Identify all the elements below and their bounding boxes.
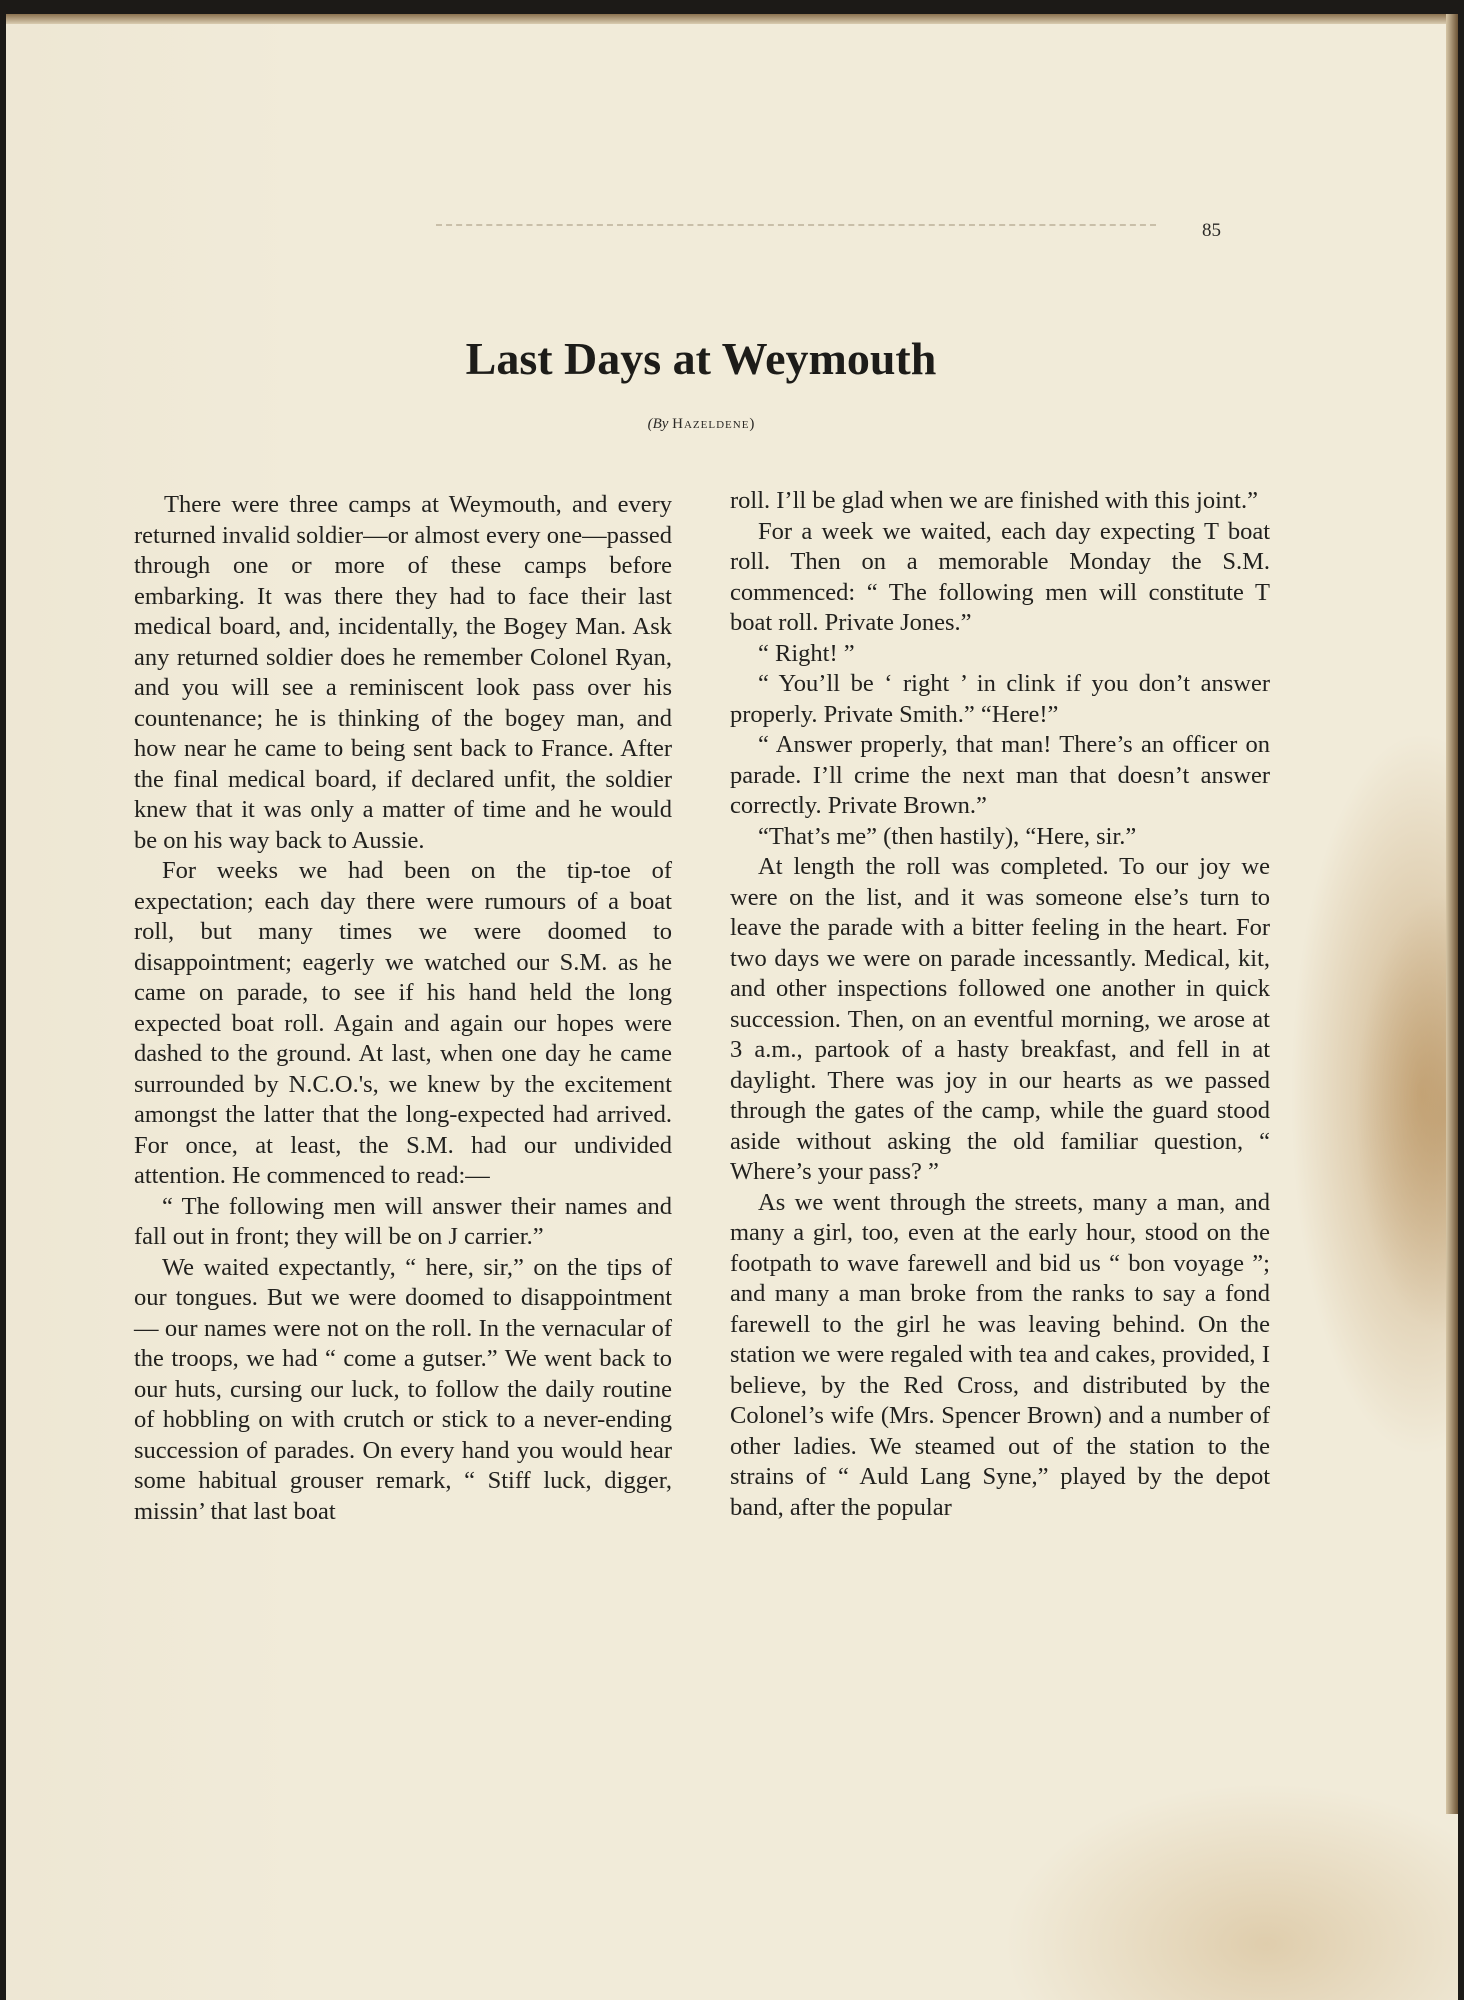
article-title: Last Days at Weymouth: [465, 333, 937, 384]
paragraph: “ Right! ”: [758, 639, 855, 667]
paragraph: “That’s me” (then hastily), “Here, sir.”: [758, 822, 1137, 850]
paragraph: As we went through the streets, many a man, and many a girl, too, even at the early hour, stood on the footpath to wave farewell and bid us “ bon voyage ”; and many a man broke from the ranks to say a fond farewell to the girl he was leaving behind. On the station we were regaled with tea and cakes, provided, I believe, by the Red Cross, and distributed by the Colonel’s wife (Mrs. Spencer Brown) and a number of other ladies. We steamed out of the station to the strains of “ Auld Lang Syne,” played by the depot band, after the popular: [730, 1188, 1270, 1521]
book-page: [6, 14, 1458, 2000]
header-rule: [436, 224, 1156, 226]
paragraph: At length the roll was completed. To our joy we were on the list, and it was someone else’s turn to leave the parade with a bitter feeling in the heart. For two days we were on parade incessantly. Medical, kit, and other inspections followed one another in quick succession. Then, on an eventful morning, we arose at 3 a.m., partook of a hasty breakfast, and fell in at daylight. There was joy in our hearts as we passed through the gates of the camp, while the guard stood aside without asking the old familiar question, “ Where’s your pass? ”: [730, 853, 1270, 1185]
right-column: [730, 486, 1270, 1523]
paragraph: For a week we waited, each day expecting T boat roll. Then on a memorable Monday the S.M. commenced: “ The following men will constitute T boat roll. Private Jones.”: [730, 517, 1270, 636]
page-top-edge: [6, 14, 1458, 24]
page-number: 85: [1202, 220, 1221, 241]
page-right-edge: [1446, 14, 1458, 1814]
paragraph: For weeks we had been on the tip-toe of expectation; each day there were rumours of a boat roll, but many times we were doomed to disappointment; eagerly we watched our S.M. as he came on parade, to see if his hand held the long expected boat roll. Again and again our hopes were dashed to the ground. At last, when one day he came surrounded by N.C.O.'s, we knew by the excitement amongst the latter that the long-expected had arrived. For once, at least, the S.M. had our undivided attention. He commenced to read:—: [134, 857, 672, 1189]
paragraph: “ You’ll be ‘ right ’ in clink if you don’t answer properly. Private Smith.” “Here!”: [730, 670, 1270, 728]
article-byline: [6, 416, 1396, 433]
byline-author: Hazeldene: [672, 416, 750, 432]
paragraph: roll. I’ll be glad when we are finished with this joint.”: [730, 487, 1258, 514]
paragraph: There were three camps at Weymouth, and every returned invalid soldier—or almost every one—passed through one or more of these camps before embarking. It was there they had to face their last medical board, and, incidentally, the Bogey Man. Ask any returned soldier does he remember Colonel Ryan, and you will see a reminiscent look pass over his countenance; he is thinking of the bogey man, and how near he came to being sent back to France. After the final medical board, if declared unfit, the soldier knew that it was only a matter of time and he would be on his way back to Aussie.: [134, 491, 672, 854]
left-column: [134, 490, 672, 1527]
byline-suffix: ): [749, 416, 755, 432]
byline-prefix: (By: [647, 416, 673, 432]
paragraph: We waited expectantly, “ here, sir,” on the tips of our tongues. But we were doomed to disappointment — our names were not on the roll. In the vernacular of the troops, we had “ come a gutser.” We went back to our huts, cursing our luck, to follow the daily routine of hobbling on with crutch or stick to a never-ending succession of parades. On every hand you would hear some habitual grouser remark, “ Stiff luck, digger, missin’ that last boat: [134, 1253, 672, 1525]
paragraph: “ Answer properly, that man! There’s an officer on parade. I’ll crime the next man that doesn’t answer correctly. Private Brown.”: [730, 731, 1270, 819]
paragraph: “ The following men will answer their names and fall out in front; they will be on J carrier.”: [134, 1192, 672, 1250]
